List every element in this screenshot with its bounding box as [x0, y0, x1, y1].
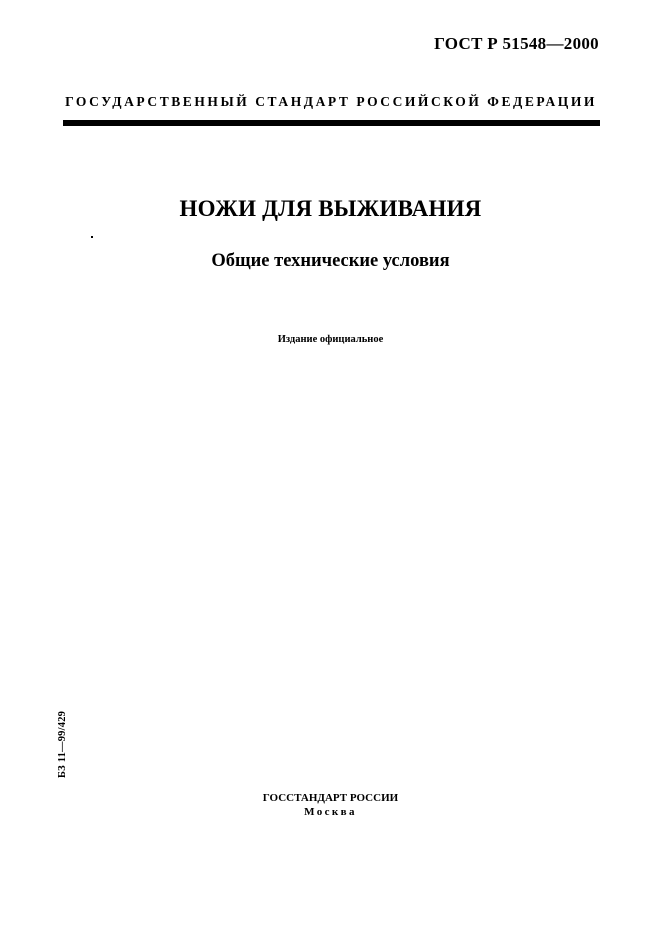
catalog-side-code: БЗ 11—99/429	[57, 710, 68, 778]
state-standard-heading: ГОСУДАРСТВЕННЫЙ СТАНДАРТ РОССИЙСКОЙ ФЕДЕРАЦИИ	[65, 94, 597, 109]
print-speck	[91, 236, 93, 238]
document-title: НОЖИ ДЛЯ ВЫЖИВАНИЯ	[179, 196, 482, 221]
publisher-name: ГОССТАНДАРТ РОССИИ	[262, 792, 399, 804]
publisher-city: Москва	[304, 806, 357, 818]
document-code: ГОСТ Р 51548—2000	[434, 34, 599, 53]
document-subtitle: Общие технические условия	[211, 251, 450, 271]
header-rule	[63, 120, 600, 126]
edition-note: Издание официальное	[277, 334, 384, 345]
